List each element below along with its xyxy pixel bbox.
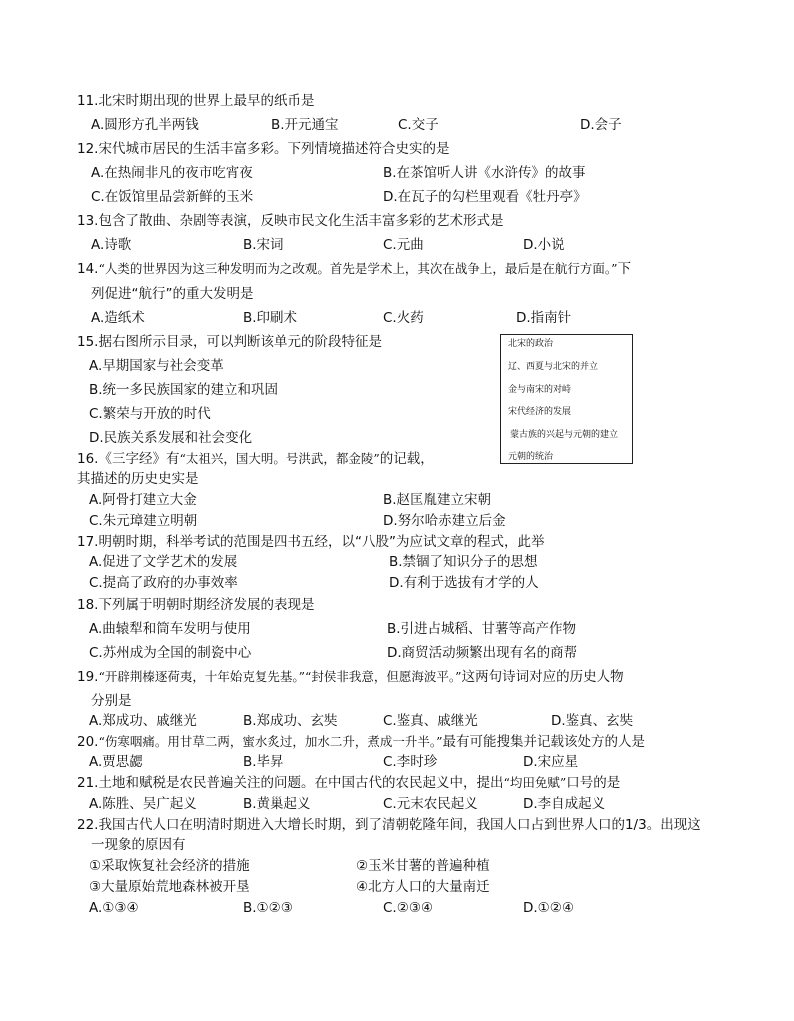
q21-option-a: A.陈胜、吴广起义 xyxy=(89,796,197,812)
q18-option-a: A.曲辕犁和筒车发明与使用 xyxy=(89,621,251,637)
q20-tail: 最有可能搜集并记载该处方的人是 xyxy=(442,734,646,750)
q20-option-b: B.毕昇 xyxy=(243,754,284,770)
q14-option-c: C.火药 xyxy=(383,310,424,326)
q21-post: 口号的是 xyxy=(566,775,621,791)
q21-quote: “均田免赋” xyxy=(503,775,567,790)
q13-option-c: C.元曲 xyxy=(383,237,424,253)
q14-quote: “人类的世界因为这三种发明而为之改观。首先是学术上，其次在战争上，最后是在航行方面。” xyxy=(98,261,618,276)
q19-tail: 这两句诗词对应的历史人物 xyxy=(461,669,624,685)
q19-option-c: C.鉴真、戚继光 xyxy=(383,713,478,729)
toc-item: 元朝的统治 xyxy=(508,452,554,462)
q14-number: 14. xyxy=(77,261,99,277)
q19-stem-line1 xyxy=(77,668,624,686)
q22-option-a: A.①③④ xyxy=(89,900,139,916)
q13-option-d: D.小说 xyxy=(523,237,565,253)
q16-quote: “太祖兴，国大明。号洪武，都金陵” xyxy=(179,451,380,466)
q12-option-b: B.在茶馆听人讲《水浒传》的故事 xyxy=(383,165,586,181)
q13-option-b: B.宋词 xyxy=(243,237,284,253)
toc-item: 宋代经济的发展 xyxy=(508,407,572,417)
q18-option-b: B.引进占城稻、甘薯等高产作物 xyxy=(387,621,577,637)
q11-option-a: A.圆形方孔半两钱 xyxy=(91,117,199,133)
q22-option-c: C.②③④ xyxy=(383,900,434,916)
q16-stem-line2: 其描述的历史史实是 xyxy=(77,471,199,487)
q19-option-b: B.郑成功、玄奘 xyxy=(243,713,338,729)
q16-stem-line1 xyxy=(77,450,434,468)
q21-option-d: D.李自成起义 xyxy=(523,796,606,812)
q20-stem xyxy=(77,733,645,751)
q13-stem: 13.包含了散曲、杂剧等表演，反映市民文化生活丰富多彩的艺术形式是 xyxy=(77,213,504,229)
q17-option-c: C.提高了政府的办事效率 xyxy=(89,575,238,591)
q16-option-d: D.努尔哈赤建立后金 xyxy=(383,513,506,529)
q22-option-b: B.①②③ xyxy=(243,900,293,916)
q11-option-c: C.交子 xyxy=(398,117,439,133)
q14-stem-line1 xyxy=(77,260,631,278)
q16-option-b: B.赵匡胤建立宋朝 xyxy=(383,492,492,508)
q18-option-d: D.商贸活动频繁出现有名的商帮 xyxy=(387,645,578,661)
toc-item: 蒙古族的兴起与元朝的建立 xyxy=(510,430,619,440)
toc-item: 北宋的政治 xyxy=(508,339,554,349)
q22-statement-2: ②玉米甘薯的普遍种植 xyxy=(356,858,490,874)
q22-statement-1: ①采取恢复社会经济的措施 xyxy=(89,858,250,874)
q17-option-d: D.有利于选拔有才学的人 xyxy=(389,575,539,591)
q14-stem-line2: 列促进“航行”的重大发明是 xyxy=(91,286,254,302)
q12-option-d: D.在瓦子的勾栏里观看《牡丹亭》 xyxy=(383,189,587,205)
q21-stem xyxy=(77,774,620,792)
q19-option-a: A.郑成功、戚继光 xyxy=(89,713,197,729)
q16-pre: 16.《三字经》有 xyxy=(77,451,180,467)
q15-option-a: A.早期国家与社会变革 xyxy=(89,358,224,374)
q19-stem-line2: 分别是 xyxy=(91,693,132,709)
q20-option-a: A.贾思勰 xyxy=(89,754,143,770)
q22-stem-line1: 22.我国古代人口在明清时期进入大增长时期，到了清朝乾隆年间，我国人口占到世界人口的1/3。出现这 xyxy=(77,817,701,833)
q19-quote2: “封侯非我意，但愿海波平。” xyxy=(305,669,462,684)
q14-option-d: D.指南针 xyxy=(516,310,572,326)
q18-stem: 18.下列属于明朝时期经济发展的表现是 xyxy=(77,597,315,613)
q20-option-d: D.宋应星 xyxy=(523,754,579,770)
q22-option-d: D.①②④ xyxy=(523,900,574,916)
q12-stem: 12.宋代城市居民的生活丰富多彩。下列情境描述符合史实的是 xyxy=(77,141,450,157)
q20-number: 20. xyxy=(77,734,99,750)
q16-post: 的记载， xyxy=(379,451,434,467)
toc-item: 辽、西夏与北宋的并立 xyxy=(508,362,599,372)
q12-option-c: C.在饭馆里品尝新鲜的玉米 xyxy=(91,189,254,205)
q12-option-a: A.在热闹非凡的夜市吃宵夜 xyxy=(91,165,253,181)
q19-number: 19. xyxy=(77,669,99,685)
q15-option-d: D.民族关系发展和社会变化 xyxy=(89,430,253,446)
q22-stem-line2: 一现象的原因有 xyxy=(91,837,186,853)
q15-option-c: C.繁荣与开放的时代 xyxy=(89,406,211,422)
q18-option-c: C.苏州成为全国的制瓷中心 xyxy=(89,645,252,661)
q11-stem: 11.北宋时期出现的世界上最早的纸币是 xyxy=(77,93,315,109)
q11-option-d: D.会子 xyxy=(580,117,622,133)
q15-option-b: B.统一多民族国家的建立和巩固 xyxy=(89,382,279,398)
q14-tail: 下 xyxy=(617,261,632,277)
q11-option-b: B.开元通宝 xyxy=(271,117,339,133)
q22-statement-4: ④北方人口的大量南迁 xyxy=(356,879,490,895)
q17-stem: 17.明朝时期，科举考试的范围是四书五经，以“八股”为应试文章的程式，此举 xyxy=(77,534,545,550)
q14-option-a: A.造纸术 xyxy=(91,310,145,326)
q16-option-c: C.朱元璋建立明朝 xyxy=(89,513,198,529)
table-of-contents-box xyxy=(500,334,633,464)
q19-option-d: D.鉴真、玄奘 xyxy=(551,713,634,729)
q14-option-b: B.印刷术 xyxy=(243,310,298,326)
q17-option-a: A.促进了文学艺术的发展 xyxy=(89,554,238,570)
q16-option-a: A.阿骨打建立大金 xyxy=(89,492,197,508)
q17-option-b: B.禁锢了知识分子的思想 xyxy=(389,554,538,570)
q21-option-c: C.元末农民起义 xyxy=(383,796,478,812)
q13-option-a: A.诗歌 xyxy=(91,237,132,253)
q21-pre: 21.土地和赋税是农民普遍关注的问题。在中国古代的农民起义中，提出 xyxy=(77,775,504,791)
q21-option-b: B.黄巢起义 xyxy=(243,796,311,812)
q20-option-c: C.李时珍 xyxy=(383,754,438,770)
q22-statement-3: ③大量原始荒地森林被开垦 xyxy=(89,879,250,895)
q15-stem: 15.据右图所示目录，可以判断该单元的阶段特征是 xyxy=(77,334,382,350)
toc-item: 金与南宋的对峙 xyxy=(508,385,572,395)
q19-quote1: “开辟荆榛逐荷夷，十年始克复先基。” xyxy=(98,669,306,684)
q20-quote: “伤寒咽痛。用甘草二两，蜜水炙过，加水二升，煮成一升半。” xyxy=(98,734,443,749)
